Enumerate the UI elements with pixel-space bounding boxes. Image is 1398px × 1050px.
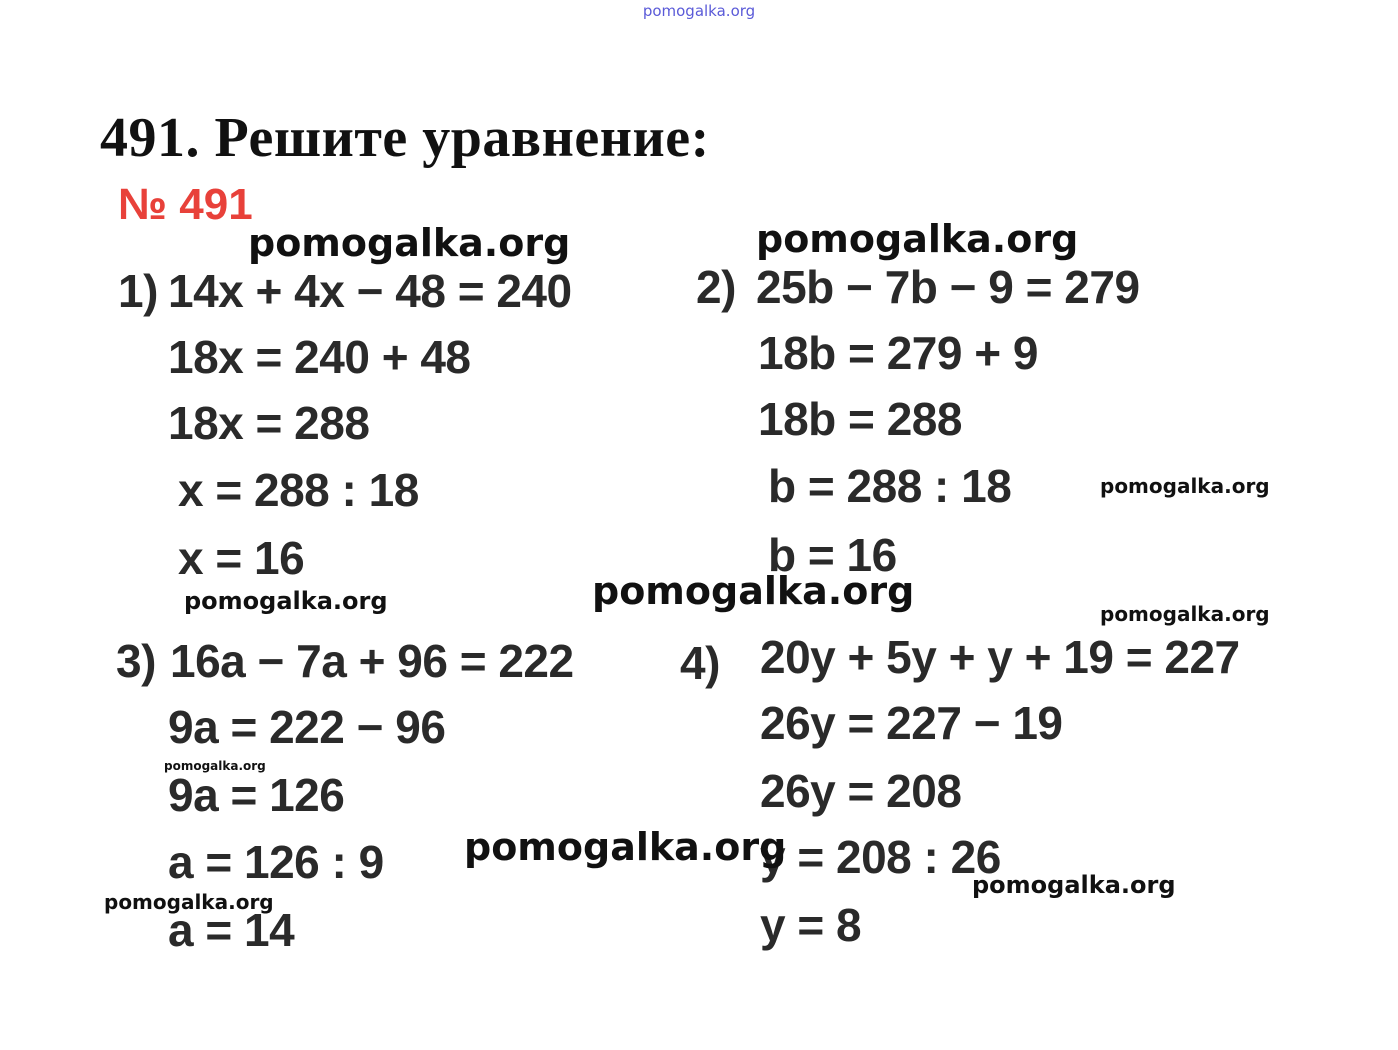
problem-4-step-1: 20y + 5y + y + 19 = 227 (760, 631, 1240, 683)
page-title: 491. Решите уравнение: (100, 107, 710, 169)
watermark: pomogalka.org (972, 871, 1176, 899)
watermark: pomogalka.org (184, 587, 388, 615)
problem-number: № 491 (118, 180, 253, 229)
problem-2-step-2: 18b = 279 + 9 (758, 327, 1038, 379)
problem-2-step-3: 18b = 288 (758, 393, 962, 445)
watermark: pomogalka.org (104, 890, 274, 914)
problem-3-step-1: 16a − 7a + 96 = 222 (170, 635, 574, 687)
problem-4-label: 4) (680, 637, 720, 689)
watermark: pomogalka.org (592, 569, 915, 613)
problem-3-label: 3) (116, 635, 156, 687)
watermark: pomogalka.org (756, 217, 1079, 261)
watermark: pomogalka.org (1100, 474, 1270, 498)
watermark: pomogalka.org (164, 759, 266, 773)
watermark: pomogalka.org (464, 825, 787, 869)
problem-1-step-1: 14x + 4x − 48 = 240 (168, 265, 572, 317)
top-watermark: pomogalka.org (642, 2, 756, 20)
problem-3-step-3: 9a = 126 (168, 769, 345, 821)
problem-3-step-4: a = 126 : 9 (168, 836, 384, 888)
problem-2-step-5: b = 16 (768, 529, 897, 581)
problem-3-step-2: 9a = 222 − 96 (168, 701, 446, 753)
problem-2-step-1: 25b − 7b − 9 = 279 (756, 261, 1140, 313)
problem-2-label: 2) (696, 261, 736, 313)
problem-3-step-5: a = 14 (168, 904, 295, 956)
watermark: pomogalka.org (1100, 602, 1270, 626)
watermark: pomogalka.org (248, 221, 571, 265)
problem-4-step-2: 26y = 227 − 19 (760, 697, 1063, 749)
problem-2-step-4: b = 288 : 18 (768, 460, 1012, 512)
problem-4-step-5: y = 8 (760, 899, 862, 951)
problem-4-step-4: y = 208 : 26 (760, 831, 1001, 883)
problem-1-step-4: x = 288 : 18 (178, 464, 419, 516)
problem-4-step-3: 26y = 208 (760, 765, 962, 817)
problem-1-label: 1) (118, 265, 158, 317)
problem-1-step-5: x = 16 (178, 532, 305, 584)
problem-1-step-3: 18x = 288 (168, 397, 370, 449)
problem-1-step-2: 18x = 240 + 48 (168, 331, 471, 383)
